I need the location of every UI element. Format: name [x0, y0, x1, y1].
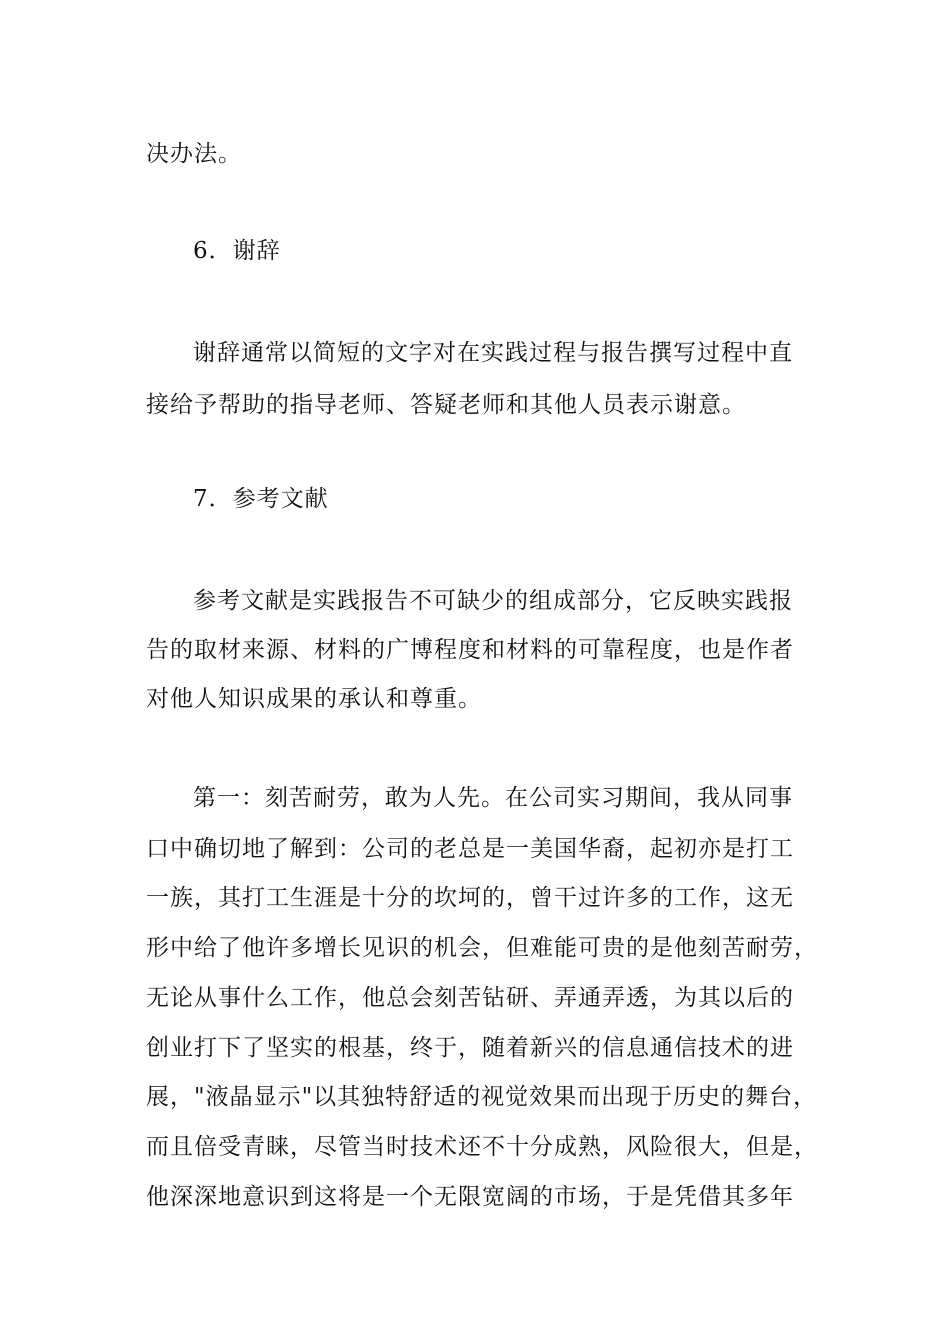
section-heading-acknowledgements: 6．谢辞	[193, 238, 281, 264]
paragraph-line: 对他人知识成果的承认和尊重。	[146, 686, 482, 712]
paragraph-line: 参考文献是实践报告不可缺少的组成部分，它反映实践报	[193, 588, 793, 614]
paragraph-line: 形中给了他许多增长见识的机会，但难能可贵的是他刻苦耐劳，	[146, 935, 818, 961]
paragraph-line: 他深深地意识到这将是一个无限宽阔的市场，于是凭借其多年	[146, 1184, 794, 1210]
paragraph-line: 一族，其打工生涯是十分的坎坷的，曾干过许多的工作，这无	[146, 885, 794, 911]
paragraph-line: 口中确切地了解到：公司的老总是一美国华裔，起初亦是打工	[146, 836, 794, 862]
paragraph-line: 无论从事什么工作，他总会刻苦钻研、弄通弄透，为其以后的	[146, 985, 794, 1011]
paragraph-line: 决办法。	[146, 141, 242, 167]
paragraph-line: 创业打下了坚实的根基，终于，随着新兴的信息通信技术的进	[146, 1035, 794, 1061]
paragraph-line: 而且倍受青睐，尽管当时技术还不十分成熟，风险很大，但是，	[146, 1134, 818, 1160]
paragraph-line: 展，"液晶显示"以其独特舒适的视觉效果而出现于历史的舞台，	[146, 1084, 818, 1110]
paragraph-line: 第一：刻苦耐劳，敢为人先。在公司实习期间，我从同事	[193, 785, 793, 811]
paragraph-line: 告的取材来源、材料的广博程度和材料的可靠程度，也是作者	[146, 637, 794, 663]
paragraph-line: 接给予帮助的指导老师、答疑老师和其他人员表示谢意。	[146, 392, 746, 418]
paragraph-line: 谢辞通常以简短的文字对在实践过程与报告撰写过程中直	[193, 340, 793, 366]
section-heading-references: 7．参考文献	[193, 486, 329, 512]
